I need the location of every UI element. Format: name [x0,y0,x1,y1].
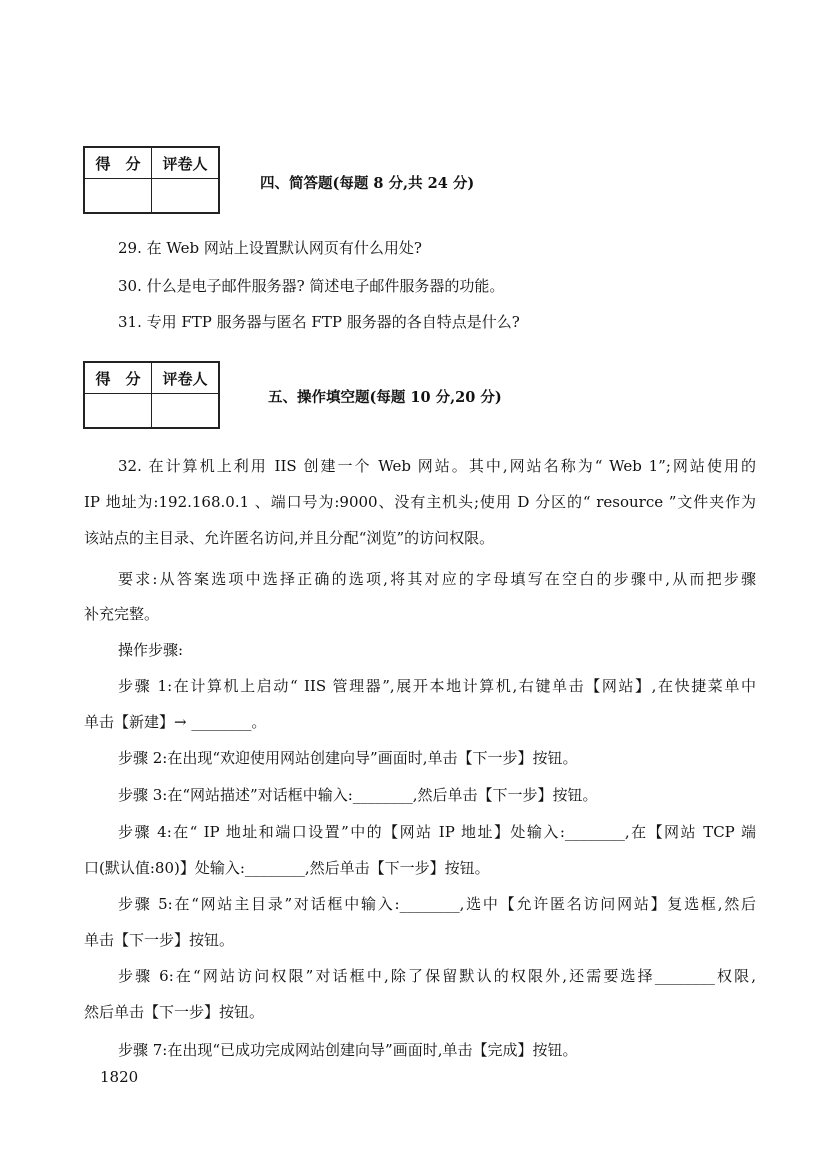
score-blank-cell [84,179,152,214]
step-7: 步骤 7:在出现“已成功完成网站创建向导”画面时,单击【完成】按钮。 [118,1041,578,1059]
score-blank-cell [84,394,152,429]
question-32-line-3: 该站点的主目录、允许匿名访问,并且分配“浏览”的访问权限。 [84,529,495,547]
step-1-line-1: 步骤 1:在计算机上启动“ IIS 管理器”,展开本地计算机,右键单击【网站】,在快捷菜单中 [118,677,756,695]
step-5-line-1: 步骤 5:在“网站主目录”对话框中输入:________,选中【允许匿名访问网站】复选框,然后 [118,895,756,913]
grader-blank-cell [152,394,220,429]
steps-label: 操作步骤: [118,641,184,659]
section5-title: 五、操作填空题(每题 10 分,20 分) [268,389,502,406]
score-header-cell: 得 分 [84,362,152,394]
step-5-line-2: 单击【下一步】按钮。 [84,931,235,949]
grader-header-cell: 评卷人 [152,147,220,179]
step-6-line-2: 然后单击【下一步】按钮。 [84,1003,265,1021]
score-table-section4 [83,146,220,214]
question-31: 31. 专用 FTP 服务器与匿名 FTP 服务器的各自特点是什么? [118,313,520,331]
step-4-line-1: 步骤 4:在“ IP 地址和端口设置”中的【网站 IP 地址】处输入:________,在【网站 TCP 端 [118,823,756,841]
question-32-line-1: 32. 在计算机上利用 IIS 创建一个 Web 网站。其中,网站名称为“ Web 1”;网站使用的 [118,457,756,475]
step-1-line-2: 单击【新建】→ ________。 [84,713,267,731]
question-30: 30. 什么是电子邮件服务器? 简述电子邮件服务器的功能。 [118,277,505,295]
question-32-line-2: IP 地址为:192.168.0.1 、端口号为:9000、没有主机头;使用 D 分区的“ resource ”文件夹作为 [84,493,756,511]
score-header-cell: 得 分 [84,147,152,179]
requirement-line-1: 要求:从答案选项中选择正确的选项,将其对应的字母填写在空白的步骤中,从而把步骤 [118,570,756,588]
step-3: 步骤 3:在“网站描述”对话框中输入:________,然后单击【下一步】按钮。 [118,786,598,804]
step-6-line-1: 步骤 6:在“网站访问权限”对话框中,除了保留默认的权限外,还需要选择________权限, [118,967,756,985]
score-table-section5 [83,361,220,429]
requirement-line-2: 补充完整。 [84,605,160,623]
section4-title: 四、简答题(每题 8 分,共 24 分) [260,175,475,192]
grader-blank-cell [152,179,220,214]
page-number: 1820 [100,1068,139,1086]
question-29: 29. 在 Web 网站上设置默认网页有什么用处? [118,239,422,257]
step-2: 步骤 2:在出现“欢迎使用网站创建向导”画面时,单击【下一步】按钮。 [118,749,578,767]
step-4-line-2: 口(默认值:80)】处输入:________,然后单击【下一步】按钮。 [84,859,490,877]
grader-header-cell: 评卷人 [152,362,220,394]
